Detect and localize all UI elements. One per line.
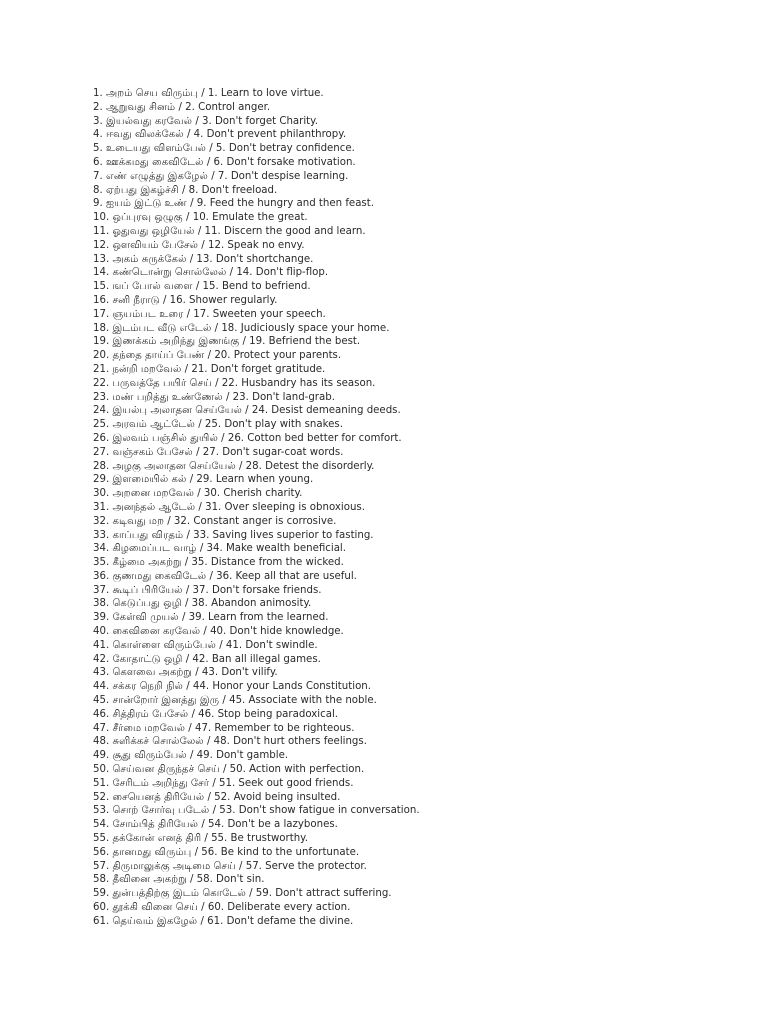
list-item: 6. ஊக்கமது கைவிடேல் / 6. Don't forsake motivation. <box>93 156 356 168</box>
list-item: 10. ஒப்புரவு ஒழுகு / 10. Emulate the great. <box>93 212 308 224</box>
list-item: 28. அழகு அலாதன செய்யேல் / 28. Detest the disorderly. <box>93 460 375 472</box>
list-item: 47. சீர்மை மறவேல் / 47. Remember to be righteous. <box>93 722 355 734</box>
list-item: 51. சேரிடம் அறிந்து சேர் / 51. Seek out good friends. <box>93 777 354 789</box>
list-item: 15. ஙப் போல் வளை / 15. Bend to befriend. <box>93 281 311 293</box>
list-item: 25. அரவம் ஆட்டேல் / 25. Don't play with snakes. <box>93 419 343 431</box>
list-item: 52. சையெனத் திரியேல் / 52. Avoid being insulted. <box>93 791 341 803</box>
list-item: 33. காப்பது விரதம் / 33. Saving lives superior to fasting. <box>93 529 374 541</box>
list-item: 35. கீழ்மை அகற்று / 35. Distance from the wicked. <box>93 557 344 569</box>
list-item: 5. உடையது விளம்பேல் / 5. Don't betray confidence. <box>93 143 355 155</box>
list-item: 30. அறனை மறவேல் / 30. Cherish charity. <box>93 488 303 500</box>
list-item: 36. குணமது கைவிடேல் / 36. Keep all that are useful. <box>93 570 357 582</box>
list-item: 9. ஐயம் இட்டு உண் / 9. Feed the hungry and then feast. <box>93 198 374 210</box>
list-item: 17. ஞயம்பட உரை / 17. Sweeten your speech. <box>93 308 326 320</box>
list-item: 61. தெய்வம் இகழேல் / 61. Don't defame the divine. <box>93 915 354 927</box>
list-item: 12. ஒளவியம் பேசேல் / 12. Speak no envy. <box>93 239 305 251</box>
aphorism-list <box>93 87 733 929</box>
list-item: 3. இயல்வது கரவேல் / 3. Don't forget Charity. <box>93 115 318 127</box>
list-item: 7. எண் எழுத்து இகழேல் / 7. Don't despise learning. <box>93 170 349 182</box>
list-item: 11. ஓதுவது ஒழியேல் / 11. Discern the good and learn. <box>93 225 366 237</box>
list-item: 59. துன்பத்திற்கு இடம் கொடேல் / 59. Don't attract suffering. <box>93 888 392 900</box>
list-item: 54. சோம்பித் திரியேல் / 54. Don't be a lazybones. <box>93 819 338 831</box>
list-item: 40. கைவினை கரவேல் / 40. Don't hide knowledge. <box>93 626 344 638</box>
list-item: 16. சனி நீராடு / 16. Shower regularly. <box>93 294 278 306</box>
list-item: 24. இயல்பு அலாதன செய்யேல் / 24. Desist demeaning deeds. <box>93 405 401 417</box>
list-item: 8. ஏற்பது இகழ்ச்சி / 8. Don't freeload. <box>93 184 278 196</box>
list-item: 56. தானமது விரும்பு / 56. Be kind to the unfortunate. <box>93 846 360 858</box>
list-item: 38. கெடுப்பது ஒழி / 38. Abandon animosity. <box>93 598 312 610</box>
list-item: 34. கிழமைப்பட வாழ் / 34. Make wealth beneficial. <box>93 543 347 555</box>
list-item: 2. ஆறுவது சினம் / 2. Control anger. <box>93 101 271 113</box>
list-item: 37. கூடிப் பிரியேல் / 37. Don't forsake friends. <box>93 584 322 596</box>
list-item: 22. பருவத்தே பயிர் செய் / 22. Husbandry has its season. <box>93 377 376 389</box>
list-item: 21. நன்றி மறவேல் / 21. Don't forget gratitude. <box>93 363 326 375</box>
list-item: 50. செய்வன திருந்தச் செய் / 50. Action with perfection. <box>93 764 365 776</box>
list-item: 42. கோதாட்டு ஒழி / 42. Ban all illegal games. <box>93 653 321 665</box>
list-item: 1. அறம் செய விரும்பு / 1. Learn to love virtue. <box>93 88 324 99</box>
list-item: 45. சான்றோர் இனத்து இரு / 45. Associate with the noble. <box>93 695 377 707</box>
list-item: 20. தந்தை தாய்ப் பேண் / 20. Protect your parents. <box>93 350 342 362</box>
list-item: 55. தக்கோன் எனத் திரி / 55. Be trustworthy. <box>93 833 308 845</box>
list-item: 39. கேள்வி முயல் / 39. Learn from the learned. <box>93 612 329 624</box>
list-item: 31. அனந்தல் ஆடேல் / 31. Over sleeping is obnoxious. <box>93 501 365 513</box>
list-item: 48. சுளிக்கச் சொல்லேல் / 48. Don't hurt others feelings. <box>93 736 367 748</box>
list-item: 57. திருமாலுக்கு அடிமை செய் / 57. Serve the protector. <box>93 860 367 872</box>
list-item: 43. கௌவை அகற்று / 43. Don't vilify. <box>93 667 278 679</box>
list-item: 41. கொள்ளை விரும்பேல் / 41. Don't swindle. <box>93 639 318 651</box>
list-item: 29. இளமையில் கல் / 29. Learn when young. <box>93 474 314 486</box>
list-item: 32. கடிவது மற / 32. Constant anger is corrosive. <box>93 515 337 527</box>
list-item: 44. சக்கர நெறி நில் / 44. Honor your Lands Constitution. <box>93 681 372 693</box>
list-item: 46. சித்திரம் பேசேல் / 46. Stop being paradoxical. <box>93 708 339 720</box>
list-item: 60. தூக்கி வினை செய் / 60. Deliberate every action. <box>93 902 351 914</box>
list-item: 19. இணக்கம் அறிந்து இணங்கு / 19. Befriend the best. <box>93 336 361 348</box>
list-item: 13. அகம் சுருக்கேல் / 13. Don't shortchange. <box>93 253 314 265</box>
list-item: 27. வஞ்சகம் பேசேல் / 27. Don't sugar-coat words. <box>93 446 344 458</box>
list-item: 49. சூது விரும்பேல் / 49. Don't gamble. <box>93 750 289 762</box>
list-item: 18. இடம்பட வீடு எடேல் / 18. Judiciously space your home. <box>93 322 390 334</box>
list-item: 53. சொற் சோர்வு படேல் / 53. Don't show fatigue in conversation. <box>93 805 420 817</box>
list-item: 4. ஈவது விலக்கேல் / 4. Don't prevent philanthropy. <box>93 129 347 141</box>
list-item: 14. கண்டொன்று சொல்லேல் / 14. Don't flip-flop. <box>93 267 329 279</box>
list-item: 23. மண் பறித்து உண்ணேல் / 23. Don't land-grab. <box>93 391 335 403</box>
list-item: 26. இலவம் பஞ்சில் துயில் / 26. Cotton bed better for comfort. <box>93 432 402 444</box>
list-item: 58. தீவினை அகற்று / 58. Don't sin. <box>93 874 265 886</box>
